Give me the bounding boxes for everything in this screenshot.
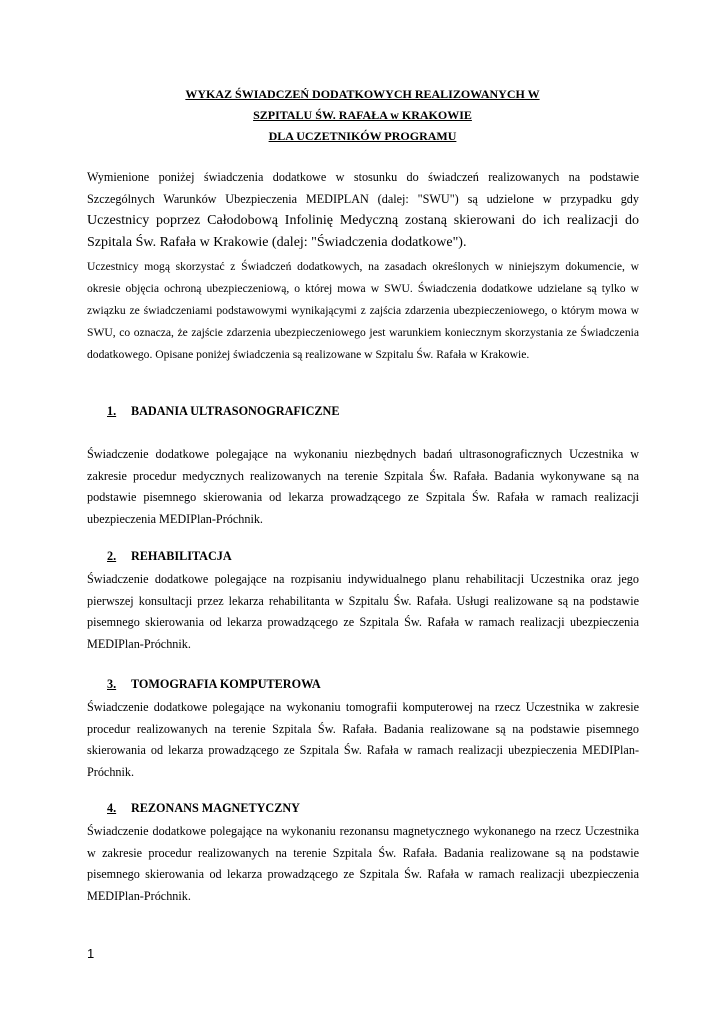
section-number: 4. [107,801,117,815]
section-number: 1. [107,404,117,418]
page-number: 1 [87,946,95,961]
title-line: WYKAZ ŚWIADCZEŃ DODATKOWYCH REALIZOWANYCH W [185,87,540,101]
document-title [0,84,725,147]
section-body-rehabilitation: Świadczenie dodatkowe polegające na rozpisaniu indywidualnego planu rehabilitacji Uczestnika oraz jego pierwszej konsultacji przez lekarza rehabilitanta w Szpitalu Św. Rafała. Usługi realizowane są na podstawie pisemnego skierowania od lekarza prowadzącego ze Szpitala Św. Rafała w ramach realizacji ubezpieczenia MEDIPlan-Próchnik. [87,572,639,652]
intro-text-part-1: Wymienione poniżej świadczenia dodatkowe w stosunku do świadczeń realizowanych na podstawie Szczególnych Warunków Ubezpieczenia MEDIPLAN (dalej: "SWU") są udzielone w przypadku gdy [87,170,639,206]
title-line: SZPITALU ŚW. RAFAŁA w KRAKOWIE [253,108,472,122]
section-body-ultrasound: Świadczenie dodatkowe polegające na wykonaniu niezbędnych badań ultrasonograficznych Uczestnika w zakresie procedur medycznych realizowanych na terenie Szpitala Św. Rafała. Badania wykonywane są na podstawie pisemnego skierowania od lekarza prowadzącego ze Szpitala Św. Rafała w ramach realizacji ubezpieczenia MEDIPlan-Próchnik. [87,447,639,527]
section-title: REZONANS MAGNETYCZNY [131,801,300,815]
intro-text-part-2: Uczestnicy poprzez Całodobową Infolinię Medyczną zostaną skierowani do ich realizacji do Szpitala Św. Rafała w Krakowie (dalej: "Świadczenia dodatkowe"). [87,213,639,251]
section-heading-ultrasound [107,404,339,419]
section-heading-mri [107,801,300,816]
section-body-ct: Świadczenie dodatkowe polegające na wykonaniu tomografii komputerowej na rzecz Uczestnika w zakresie procedur realizowanych na terenie Szpitala Św. Rafała. Badania realizowane są na podstawie pisemnego skierowania od lekarza prowadzącego ze Szpitala Św. Rafała w ramach realizacji ubezpieczenia MEDIPlan-Próchnik. [87,700,639,780]
intro-paragraph-2: Uczestnicy mogą skorzystać z Świadczeń dodatkowych, na zasadach określonych w niniejszym dokumencie, w okresie objęcia ochroną ubezpieczeniową, o której mowa w SWU. Świadczenia dodatkowe udzielane są tylko w związku ze świadczeniami podstawowymi wynikającymi z zajścia zdarzenia ubezpieczeniowego, o którym mowa w SWU, co oznacza, że zajście zdarzenia ubezpieczeniowego jest warunkiem koniecznym skorzystania ze Świadczenia dodatkowego. Opisane poniżej świadczenia są realizowane w Szpitalu Św. Rafała w Krakowie. [87,260,639,361]
section-heading-rehabilitation [107,549,232,564]
section-title: REHABILITACJA [131,549,232,563]
section-heading-ct [107,677,321,692]
section-title: BADANIA ULTRASONOGRAFICZNE [131,404,340,418]
section-title: TOMOGRAFIA KOMPUTEROWA [131,677,321,691]
section-body-mri: Świadczenie dodatkowe polegające na wykonaniu rezonansu magnetycznego wykonanego na rzecz Uczestnika w zakresie procedur realizowanych na terenie Szpitala Św. Rafała. Badania realizowane są na podstawie pisemnego skierowania od lekarza prowadzącego ze Szpitala Św. Rafała w ramach realizacji ubezpieczenia MEDIPlan-Próchnik. [87,824,639,904]
title-line: DLA UCZETNIKÓW PROGRAMU [268,129,457,143]
section-number: 3. [107,677,117,691]
section-number: 2. [107,549,117,563]
intro-paragraph-1 [87,167,639,254]
